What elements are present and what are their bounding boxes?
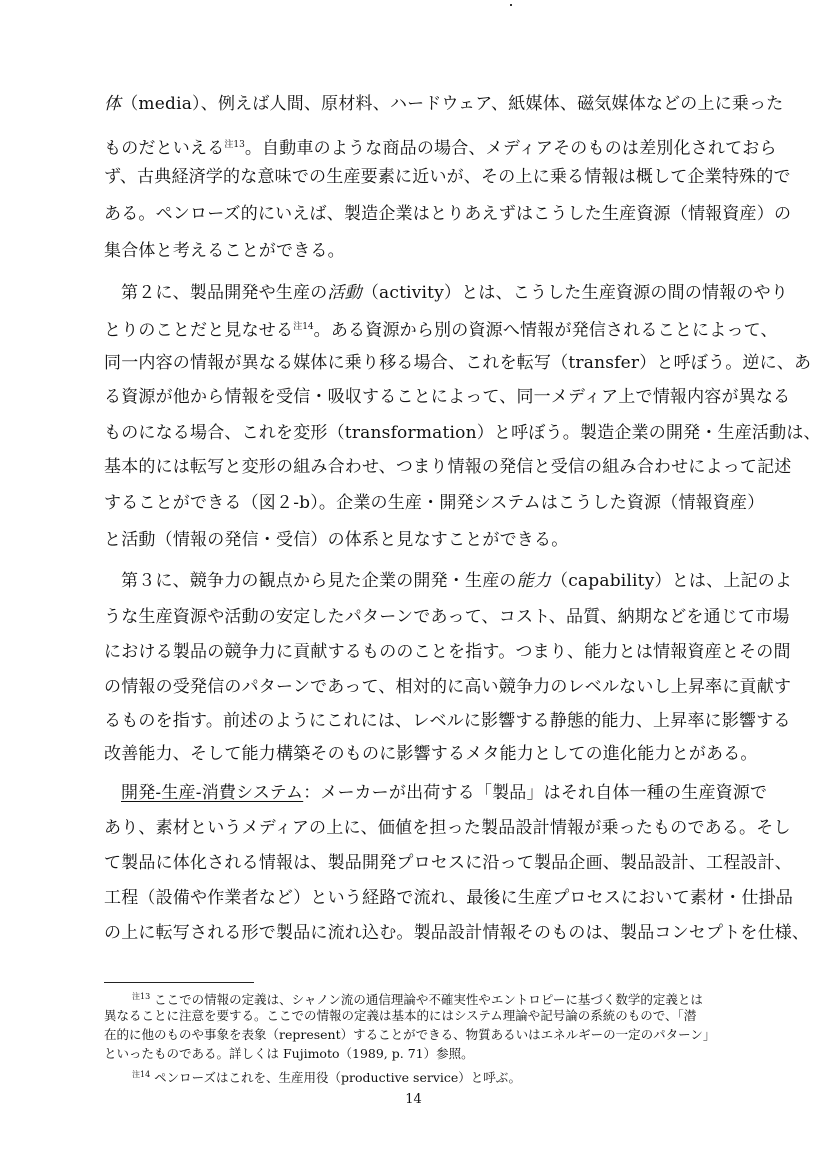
body-line bbox=[104, 134, 777, 160]
emphasized-term: 能力 bbox=[516, 571, 552, 591]
page-number: 14 bbox=[405, 1092, 422, 1107]
footnote-line bbox=[132, 988, 800, 1009]
body-line: ある。ペンローズ的にいえば、製造企業はとりあえずはこうした生産資源（情報資産）の bbox=[104, 204, 792, 224]
footnote-ref: 注13 bbox=[224, 140, 245, 150]
footnote-line: といったものである。詳しくは Fujimoto（1989, p. 71）参照。 bbox=[104, 1046, 474, 1061]
body-line bbox=[121, 282, 789, 304]
body-line: るものを指す。前述のようにこれには、レベルに影響する静態的能力、上昇率に影響する bbox=[104, 711, 791, 731]
body-line: と活動（情報の発信・受信）の体系と見なすことができる。 bbox=[104, 530, 569, 550]
footnote-line: 在的に他のものや事象を表象（represent）することができる、物質あるいはエネルギーの一定のパターン」 bbox=[104, 1027, 716, 1042]
body-line: ものになる場合、これを変形（transformation）と呼ぼう。製造企業の開発・生産活動は、 bbox=[104, 423, 821, 443]
text: ここでの情報の定義は、シャノン流の通信理論や不確実性やエントロピーに基づく数学的定義とは bbox=[154, 992, 703, 1008]
body-line: 集合体と考えることができる。 bbox=[104, 241, 345, 261]
body-line bbox=[121, 570, 793, 592]
text: とりのことだと見なせる bbox=[104, 320, 294, 341]
body-line: る資源が他から情報を受信・吸収することによって、同一メディア上で情報内容が異なる bbox=[104, 387, 791, 407]
text: 。ある資源から別の資源へ情報が発信されることによって、 bbox=[313, 320, 778, 341]
text: 。自動車のような商品の場合、メディアそのものは差別化されておら bbox=[244, 138, 777, 159]
footnote-divider bbox=[104, 982, 254, 983]
footnote-ref: 注14 bbox=[293, 322, 314, 332]
text: 第３に、競争力の観点から見た企業の開発・生産の bbox=[121, 571, 517, 591]
footnote-marker: 注13 bbox=[132, 992, 151, 1001]
body-line bbox=[104, 316, 778, 342]
footnote-marker: 注14 bbox=[132, 1070, 151, 1079]
body-line: することができる（図２-b）。企業の生産・開発システムはこうした資源（情報資産） bbox=[104, 493, 765, 513]
section-heading: 開発-生産-消費システム bbox=[121, 783, 304, 803]
body-line bbox=[121, 782, 783, 804]
body-line: ず、古典経済学的な意味での生産要素に近いが、その上に乗る情報は概して企業特殊的で bbox=[104, 167, 791, 187]
footnote-line bbox=[132, 1066, 800, 1087]
body-line: あり、素材というメディアの上に、価値を担った製品設計情報が乗ったものである。そし bbox=[104, 818, 791, 838]
text: （activity）とは、こうした生産資源の間の情報のやり bbox=[361, 283, 789, 303]
body-line: 工程（設備や作業者など）という経路で流れ、最後に生産プロセスにおいて素材・仕掛品 bbox=[104, 888, 794, 908]
text: 第２に、製品開発や生産の bbox=[121, 283, 328, 303]
text: （media）、例えば人間、原材料、ハードウェア、紙媒体、磁気媒体などの上に乗った bbox=[121, 94, 784, 114]
footnote-line: 異なることに注意を要する。ここでの情報の定義は基本的にはシステム理論や記号論の系統のもので、「潜 bbox=[104, 1008, 697, 1023]
text: ペンローズはこれを、生産用役（productive service）と呼ぶ。 bbox=[154, 1070, 522, 1086]
body-line: 基本的には転写と変形の組み合わせ、つまり情報の発信と受信の組み合わせによって記述 bbox=[104, 457, 792, 477]
text: ：メーカーが出荷する「製品」はそれ自体一種の生産資源で bbox=[303, 783, 768, 803]
text: ものだといえる bbox=[104, 138, 225, 159]
text: （capability）とは、上記のよ bbox=[551, 571, 793, 591]
body-line: 同一内容の情報が異なる媒体に乗り移る場合、これを転写（transfer）と呼ぼう。逆に、あ bbox=[104, 353, 812, 373]
body-line: 改善能力、そして能力構築そのものに影響するメタ能力としての進化能力とがある。 bbox=[104, 744, 758, 764]
body-line bbox=[104, 93, 784, 115]
emphasized-term: 体 bbox=[104, 94, 122, 114]
body-line: て製品に体化される情報は、製品開発プロセスに沿って製品企画、製品設計、工程設計、 bbox=[104, 853, 792, 873]
body-line: の上に転写される形で製品に流れ込む。製品設計情報そのものは、製品コンセプトを仕様、 bbox=[104, 923, 810, 943]
emphasized-term: 活動 bbox=[327, 283, 362, 303]
body-line: の情報の受発信のパターンであって、相対的に高い競争力のレベルないし上昇率に貢献す bbox=[104, 677, 792, 697]
body-line: における製品の競争力に貢献するもののことを指す。つまり、能力とは情報資産とその間 bbox=[104, 642, 791, 662]
scan-speck bbox=[510, 4, 512, 6]
body-line: うな生産資源や活動の安定したパターンであって、コスト、品質、納期などを通じて市場 bbox=[104, 607, 790, 627]
